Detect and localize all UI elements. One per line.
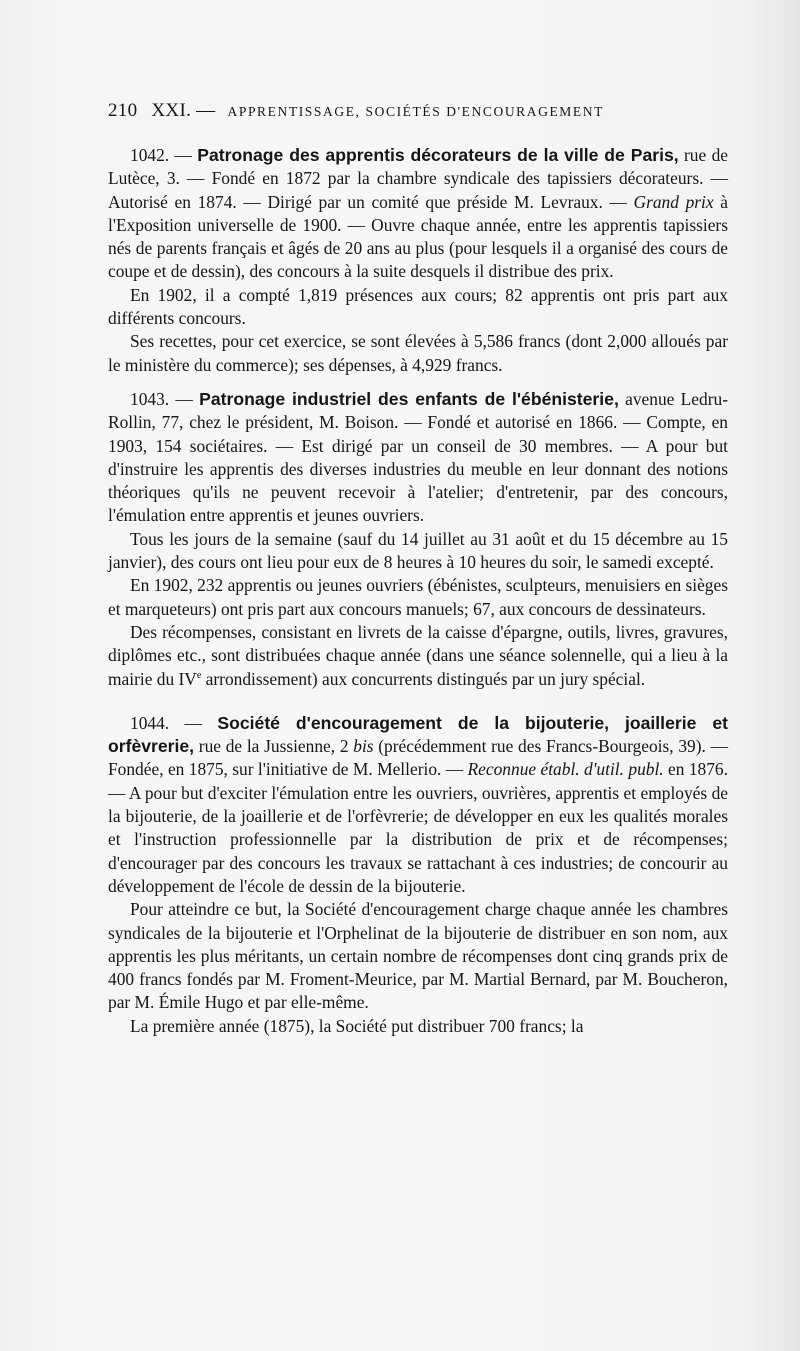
entry-text: (précédemment rue des Francs-Bourgeois, 39). — Fondée, en 1875, sur l'initiative de M. Mellerio. —: [108, 736, 728, 780]
entry-italic: Grand prix: [633, 191, 714, 212]
entry-text: en 1876. — A pour but d'exciter l'émulation entre les ouvriers, ouvrières, apprentis et employés de la bijouterie, de la joaillerie et de l'orfèvrerie; de développer en eux les qualités morales et l'instruction professionnelle par la distribution de prix et de récompenses; d'encourager par des concours les travaux se rattachant à ces industries; de concourir au développement de l'école de dessin de la bijouterie.: [108, 759, 728, 896]
entry-name: Patronage des apprentis décorateurs de la ville de Paris,: [197, 145, 679, 165]
entry-number: 1043. —: [130, 388, 193, 409]
entry-intro: [108, 144, 728, 284]
entry-text: rue de Lutèce, 3. — Fondé en 1872 par la chambre syndicale des tapissiers décorateurs. — Autorisé en 1874. — Dirigé par un comité que préside M. Levraux. —: [108, 145, 728, 212]
entry-1042: [108, 144, 728, 377]
paragraph: Tous les jours de la semaine (sauf du 14 juillet au 31 août et du 15 décembre au 15 janvier), des cours ont lieu pour eux de 8 heures à 10 heures du soir, le samedi excepté.: [108, 528, 728, 573]
paragraph: En 1902, il a compté 1,819 présences aux cours; 82 apprentis ont pris part aux différents concours.: [108, 284, 728, 329]
paragraph: En 1902, 232 apprentis ou jeunes ouvriers (ébénistes, sculpteurs, menuisiers en sièges et marqueteurs) ont pris part aux concours manuels; 67, aux concours de dessinateurs.: [108, 575, 728, 619]
entry-1043: [108, 388, 728, 691]
paragraph-text: Des récompenses, consistant en livrets de la caisse d'épargne, outils, livres, gravures, diplômes etc., sont distribuées chaque année (dans une séance solennelle, qui a lieu à la mairie du IV: [108, 621, 728, 689]
entry-name: Société d'encouragement de la bijouterie, joaillerie et orfèvrerie,: [108, 712, 728, 757]
paragraph-text: arrondissement) aux concurrents distingués par un jury spécial.: [201, 668, 646, 689]
page-number: 210: [108, 100, 138, 121]
chapter-title: APPRENTISSAGE, SOCIÉTÉS D'ENCOURAGEMENT: [227, 104, 604, 119]
text-block: [108, 100, 728, 1038]
entry-italic: Reconnue établ. d'util. publ.: [467, 759, 664, 780]
paragraph: La première année (1875), la Société put distribuer 700 francs; la: [130, 1015, 584, 1036]
entry-text: à l'Exposition universelle de 1900. — Ouvre chaque année, entre les apprentis tapissiers nés de parents français et âgés de 20 ans au plus (pour lesquels il a organisé des cours de coupe et de dessin), des concours à la suite desquels il distribue des prix.: [108, 191, 728, 282]
paragraph: [108, 621, 728, 691]
entry-1044: [108, 712, 728, 1038]
entry-name: Patronage industriel des enfants de l'ébénisterie,: [199, 388, 619, 409]
entry-text: rue de la Jussienne, 2: [194, 736, 354, 757]
paragraph: Pour atteindre ce but, la Société d'encouragement charge chaque année les chambres syndicales de la bijouterie et l'Orphelinat de la bijouterie de distribuer en son nom, aux apprentis les plus méritants, un certain nombre de récompenses dont cinq grands prix de 400 francs fondés par M. Froment-Meurice, par M. Martial Bernard, par M. Boucheron, par M. Émile Hugo et par elle-même.: [108, 899, 728, 1013]
entry-text: avenue Ledru-Rollin, 77, chez le président, M. Boison. — Fondé et autorisé en 1866. — Compte, en 1903, 154 sociétaires. — Est dirigé par un conseil de 30 membres. — A pour but d'instruire les apprentis des diverses industries du meuble en leur donnant des notions théoriques qu'ils ne peuvent recevoir à l'atelier; d'entretenir, par des concours, l'émulation entre apprentis et jeunes ouvriers.: [108, 388, 728, 526]
entry-intro: [108, 712, 728, 898]
entry-intro: [108, 388, 728, 528]
running-head: [108, 100, 728, 122]
paragraph: Ses recettes, pour cet exercice, se sont élevées à 5,586 francs (dont 2,000 alloués par le ministère du commerce); ses dépenses, à 4,929 francs.: [108, 331, 728, 375]
entry-number: 1042. —: [130, 145, 192, 165]
entry-number: 1044. —: [130, 712, 202, 733]
chapter-number: XXI. —: [151, 100, 216, 121]
superscript: e: [196, 669, 202, 681]
entry-italic: bis: [353, 736, 374, 757]
